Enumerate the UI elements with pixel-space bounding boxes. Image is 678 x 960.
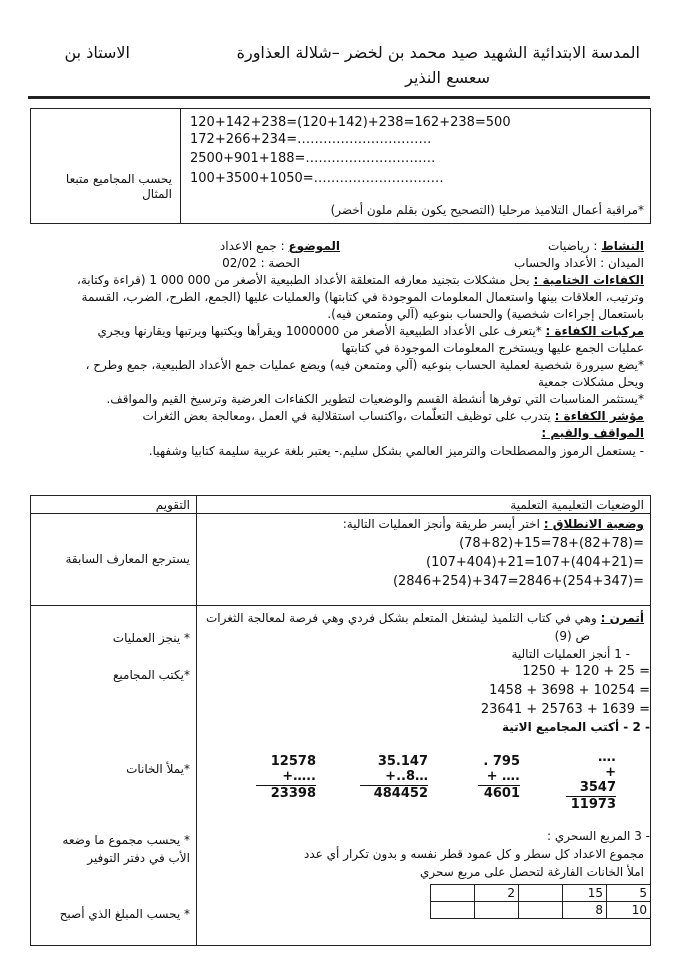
components-line-2: عمليات الجمع عليها ويستخرج المعلومات الموجودة في كتابتها xyxy=(341,341,644,355)
box1-eval-1: يحسب المجاميع متبعا xyxy=(65,172,172,186)
calc-4-top: …. xyxy=(598,750,616,765)
components-line-5: *يستثمر المناسبات التي توفرها أنشطة القسم والوضعيات لتطوير الكفاءات العرضية وترسيخ القيم والمواقف. xyxy=(106,392,644,406)
launch-line-2: (107+404)+21=107+(404+21)= xyxy=(426,555,644,570)
subject-row xyxy=(150,239,340,254)
magic-cell[interactable] xyxy=(431,902,475,919)
sum-line-3: 2500+901+188=………………………… xyxy=(190,151,436,166)
magic-row-2 xyxy=(431,902,651,919)
ex3-line-1: مجموع الاعداد كل سطر و كل عمود قطر نفسه و بدون تكرار أي عدد xyxy=(304,847,644,861)
calc-3-top: . 795 xyxy=(483,754,520,769)
eval-recall: يسترجع المعارف السابقة xyxy=(65,552,190,566)
eval-amount: * يحسب المبلغ الذي أصبح xyxy=(59,907,190,921)
final-comp-line-2: وترتيب، العلاقات بينها واستعمال المعلومات الموجودة في كتابتها) والعمليات عليها (الجمع، الطرح، الضرب، القسمة xyxy=(81,290,644,304)
eval-perform: * ينجز العمليات xyxy=(112,631,190,645)
sum-line-2: 172+266+234=…………………………. xyxy=(190,132,432,147)
exercise-label: أتمرن : xyxy=(600,611,644,625)
calc-2-top: 35.147 xyxy=(377,754,428,769)
final-comp-line-3: باستعمال إجراءات شخصية) والحساب بنوعيه (آلي ومتمعن فيه). xyxy=(327,307,644,321)
monitor-note: *مراقبة أعمال التلاميذ مرحليا (التصحيح يكون بقلم ملون أخضر) xyxy=(330,203,644,217)
activity-value: : رياضيات xyxy=(548,239,598,253)
eval-write-sums: *يكتب المجاميع xyxy=(113,668,190,682)
sum-line-1: 120+142+238=(120+142)+238=162+238=500 xyxy=(190,115,511,130)
launch-label: وضعية الانطلاق : xyxy=(543,517,644,531)
situations-header: الوضعيات التعليمية التعلمية xyxy=(510,498,644,512)
calc-4-mid: + 3547 xyxy=(579,765,616,795)
components-line-1: مركبات الكفاءة : *يتعرف على الأعداد الطبيعية الأصغر من 1000000 ويقرأها ويكتبها ويرتبها ويقارنها ويجري xyxy=(97,324,644,338)
eval-savings-1: * يحسب مجموع ما وضعه xyxy=(62,833,190,847)
calc-3-mid: + …. xyxy=(486,769,520,784)
field: الميدان : الأعداد والحساب xyxy=(514,256,644,270)
magic-row-1 xyxy=(431,885,651,902)
magic-cell[interactable] xyxy=(475,902,519,919)
teacher-name: سعسع النذير xyxy=(405,68,490,87)
magic-cell[interactable] xyxy=(519,902,563,919)
components-line-3: *يضع سيرورة شخصية لعملية الحساب بنوعيه (آلي ومتمعن فيه) ويضع عمليات جمع الأعداد الطبيعية، جمع وطرح ، xyxy=(85,358,644,372)
magic-cell[interactable]: 15 xyxy=(563,885,607,902)
calc-1-result: 23398 xyxy=(256,785,316,801)
ex1-line-1: 1250 + 120 + 25 = xyxy=(522,664,650,679)
eval-header: التقويم xyxy=(155,498,190,512)
exercise-row: أتمرن : وهي في كتاب التلميذ ليشتغل المتعلم بشكل فردي وهي فرصة لمعالجة الثغرات xyxy=(205,611,644,625)
magic-cell[interactable] xyxy=(431,885,475,902)
calc-1-top: 12578 xyxy=(270,754,316,769)
magic-cell[interactable]: 8 xyxy=(563,902,607,919)
magic-cell[interactable] xyxy=(519,885,563,902)
calc-1 xyxy=(256,754,316,801)
calc-3 xyxy=(478,754,520,801)
ex2-title: - 2 - أكتب المجاميع الاتية xyxy=(502,720,650,734)
final-comp-label: الكفاءات الختامية : xyxy=(533,273,644,287)
calc-2-mid: +..8… xyxy=(385,769,428,784)
magic-square xyxy=(430,884,651,919)
teacher-title: الاستاذ بن xyxy=(64,43,130,62)
activity-row xyxy=(520,239,644,254)
calc-4-result: 11973 xyxy=(566,796,616,812)
school-name: المدسة الابتدائية الشهيد صيد محمد بن لخضر –شلالة العذاورة xyxy=(236,43,640,62)
calc-4 xyxy=(566,750,616,812)
sum-line-4: 100+3500+1050=………………………… xyxy=(190,171,444,186)
ex1-line-2: 1458 + 3698 + 10254 = xyxy=(489,683,650,698)
exercise-page: ص (9) xyxy=(554,629,590,643)
calc-3-result: 4601 xyxy=(478,785,520,801)
subject-value: : جمع الاعداد xyxy=(219,239,285,253)
ex3-line-2: املأ الخانات الفارغة لتحصل على مربع سحري xyxy=(420,865,644,879)
values-text: - يستعمل الرموز والمصطلحات والترميز العالمي بشكل سليم.- يعتبر بلغة عربية سليمة كتابيا وشفهيا. xyxy=(148,444,644,458)
header-divider xyxy=(28,96,650,99)
calc-2 xyxy=(360,754,428,801)
magic-cell[interactable]: 5 xyxy=(607,885,651,902)
eval-fill-cells: *يملأ الخانات xyxy=(126,762,190,776)
activity-label: النشاط xyxy=(601,239,644,253)
ex3-title: - 3 المربع السحري : xyxy=(546,829,650,843)
box1-eval-2: المثال xyxy=(142,187,172,201)
calc-1-mid: +….. xyxy=(282,769,316,784)
values-label: المواقف والقيم : xyxy=(541,426,644,440)
components-label: مركبات الكفاءة : xyxy=(545,324,644,338)
final-comp-line-1: الكفاءات الختامية : يحل مشكلات بتجنيد معارفه المتعلقة الأعداد الطبيعية الأصغر من 000 000 1 (قراءة وكتابة، xyxy=(77,273,644,287)
calc-2-result: 484452 xyxy=(360,785,428,801)
magic-cell[interactable]: 2 xyxy=(475,885,519,902)
components-line-4: ويحل مشكلات جمعية xyxy=(537,375,644,389)
ex1-line-3: 23641 + 25763 + 1639 = xyxy=(480,702,650,717)
launch-line-1: (78+82)+15=78+(82+78)= xyxy=(459,536,644,551)
subject-label: الموضوع xyxy=(288,239,340,253)
ex1-title: - 1 أنجز العمليات التالية xyxy=(511,647,630,661)
indicator-line: مؤشر الكفاءة : يتدرب على توظيف التعلّمات ،واكتساب استقلالية في العمل ،ومعالجة بعض الثغرات xyxy=(142,409,644,423)
eval-savings-2: الأب في دفتر التوفير xyxy=(87,851,190,865)
magic-cell[interactable]: 10 xyxy=(607,902,651,919)
launch-row: وضعية الانطلاق : اختر أيسر طريقة وأنجز العمليات التالية: xyxy=(342,517,644,531)
session: الحصة : 02/02 xyxy=(222,256,300,270)
launch-line-3: (2846+254)+347=2846+(254+347)= xyxy=(392,574,644,589)
indicator-label: مؤشر الكفاءة : xyxy=(554,409,644,423)
